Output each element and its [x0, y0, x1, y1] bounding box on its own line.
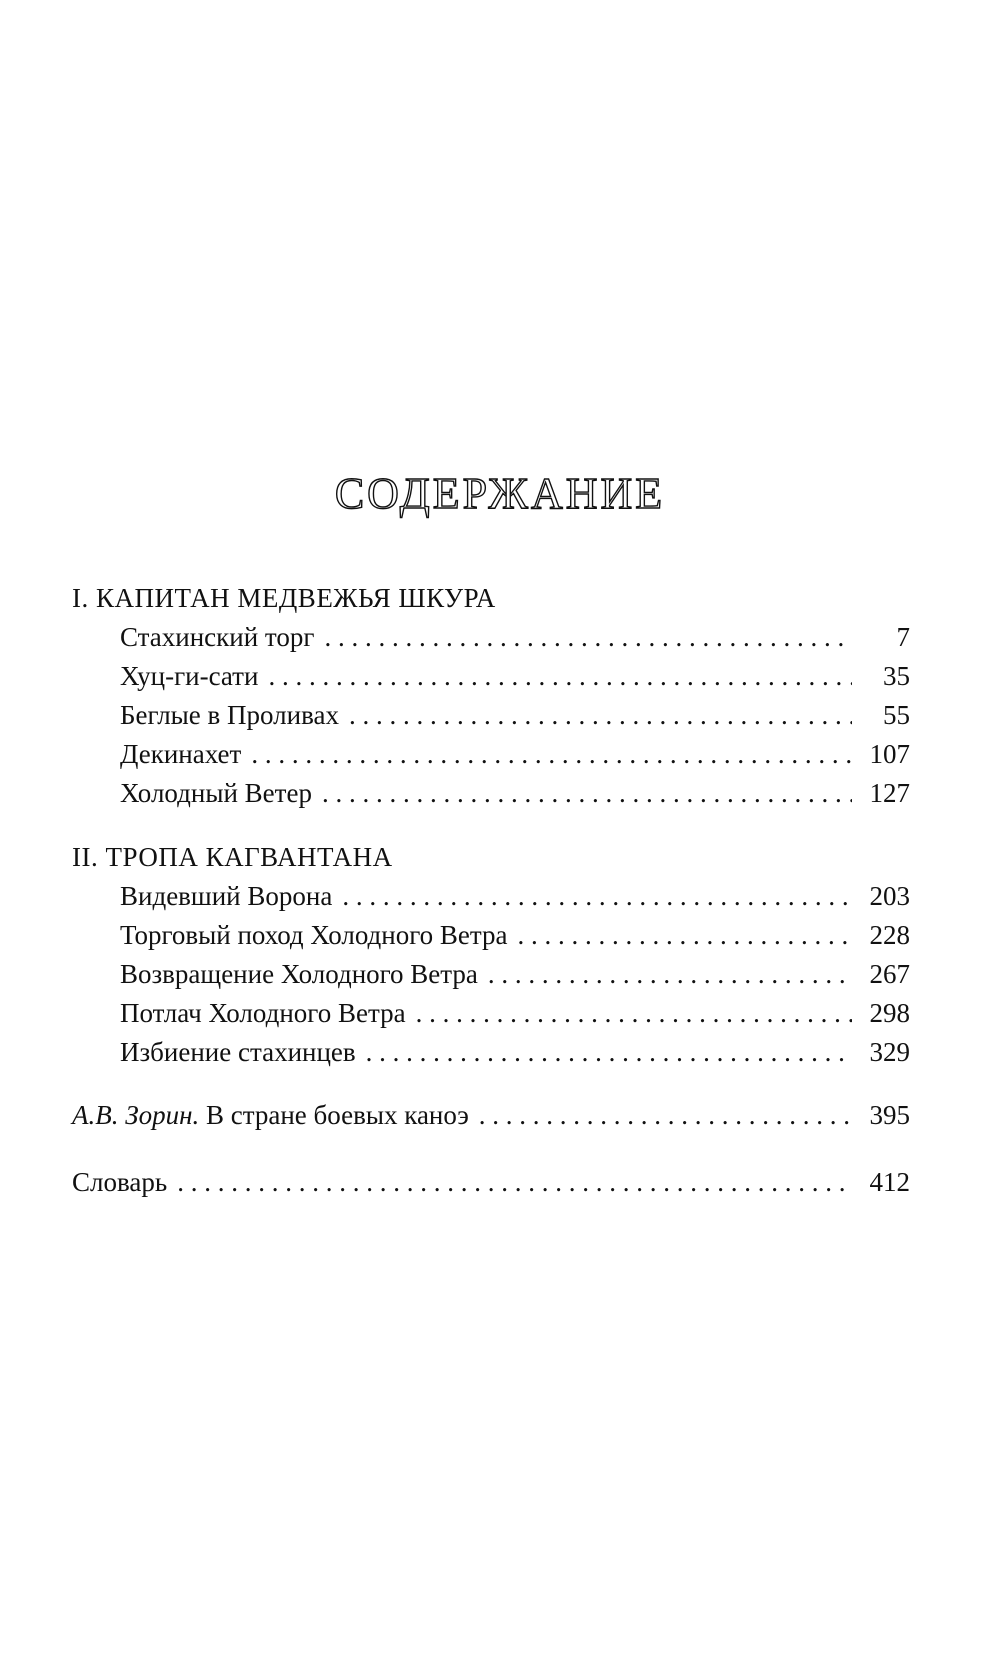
dot-leader — [251, 735, 852, 774]
toc-entry[interactable] — [72, 696, 910, 735]
part-heading-2: II. ТРОПА КАГВАНТАНА — [72, 842, 393, 872]
toc-entry[interactable] — [72, 735, 910, 774]
dot-leader — [324, 618, 852, 657]
entry-page-number: 203 — [869, 881, 910, 911]
entry-title: Потлач Холодного Ветра — [120, 998, 406, 1028]
toc-entry[interactable] — [72, 657, 910, 696]
toc-entry-glossary[interactable] — [72, 1163, 910, 1202]
entry-page-number: 267 — [869, 959, 910, 989]
entry-page-number: 228 — [869, 920, 910, 950]
entry-page-number: 395 — [869, 1100, 910, 1130]
entry-title: Стахинский торг — [120, 622, 315, 652]
dot-leader — [518, 916, 853, 955]
entry-title: Беглые в Проливах — [120, 700, 339, 730]
entry-title: Возвращение Холодного Ветра — [120, 959, 478, 989]
toc-entry[interactable] — [72, 955, 910, 994]
entry-page-number: 412 — [869, 1167, 910, 1197]
dot-leader — [322, 774, 852, 813]
toc-entry[interactable] — [72, 994, 910, 1033]
part-heading-1: I. КАПИТАН МЕДВЕЖЬЯ ШКУРА — [72, 583, 496, 613]
dot-leader — [416, 994, 852, 1033]
dot-leader — [479, 1096, 852, 1135]
afterword-title: В стране боевых каноэ — [206, 1100, 469, 1130]
entry-page-number: 55 — [883, 700, 910, 730]
entry-page-number: 107 — [869, 739, 910, 769]
entry-title: Торговый поход Холодного Ветра — [120, 920, 508, 950]
entry-title: Видевший Ворона — [120, 881, 333, 911]
table-of-contents — [72, 578, 910, 1202]
entry-page-number: 127 — [869, 778, 910, 808]
entry-page-number: 7 — [896, 622, 910, 652]
toc-entry-afterword[interactable] — [72, 1096, 910, 1135]
dot-leader — [177, 1163, 852, 1202]
toc-entry[interactable] — [72, 877, 910, 916]
entry-page-number: 35 — [883, 661, 910, 691]
part-2-entries — [72, 877, 910, 1072]
entry-page-number: 298 — [869, 998, 910, 1028]
dot-leader — [366, 1033, 852, 1072]
toc-entry[interactable] — [72, 774, 910, 813]
dot-leader — [488, 955, 852, 994]
entry-title — [72, 1096, 479, 1135]
toc-entry[interactable] — [72, 916, 910, 955]
entry-title: Избиение стахинцев — [120, 1037, 356, 1067]
afterword-author: А.В. Зорин. — [72, 1100, 200, 1130]
entry-title: Декинахет — [120, 739, 242, 769]
entry-title: Хуц-ги-сати — [120, 661, 259, 691]
page-title: СОДЕРЖАНИЕ — [334, 469, 666, 519]
dot-leader — [268, 657, 852, 696]
dot-leader — [349, 696, 852, 735]
toc-entry[interactable] — [72, 618, 910, 657]
entry-page-number: 329 — [869, 1037, 910, 1067]
dot-leader — [342, 877, 852, 916]
toc-entry[interactable] — [72, 1033, 910, 1072]
entry-title: Словарь — [72, 1167, 168, 1197]
entry-title: Холодный Ветер — [120, 778, 312, 808]
part-1-entries — [72, 618, 910, 813]
